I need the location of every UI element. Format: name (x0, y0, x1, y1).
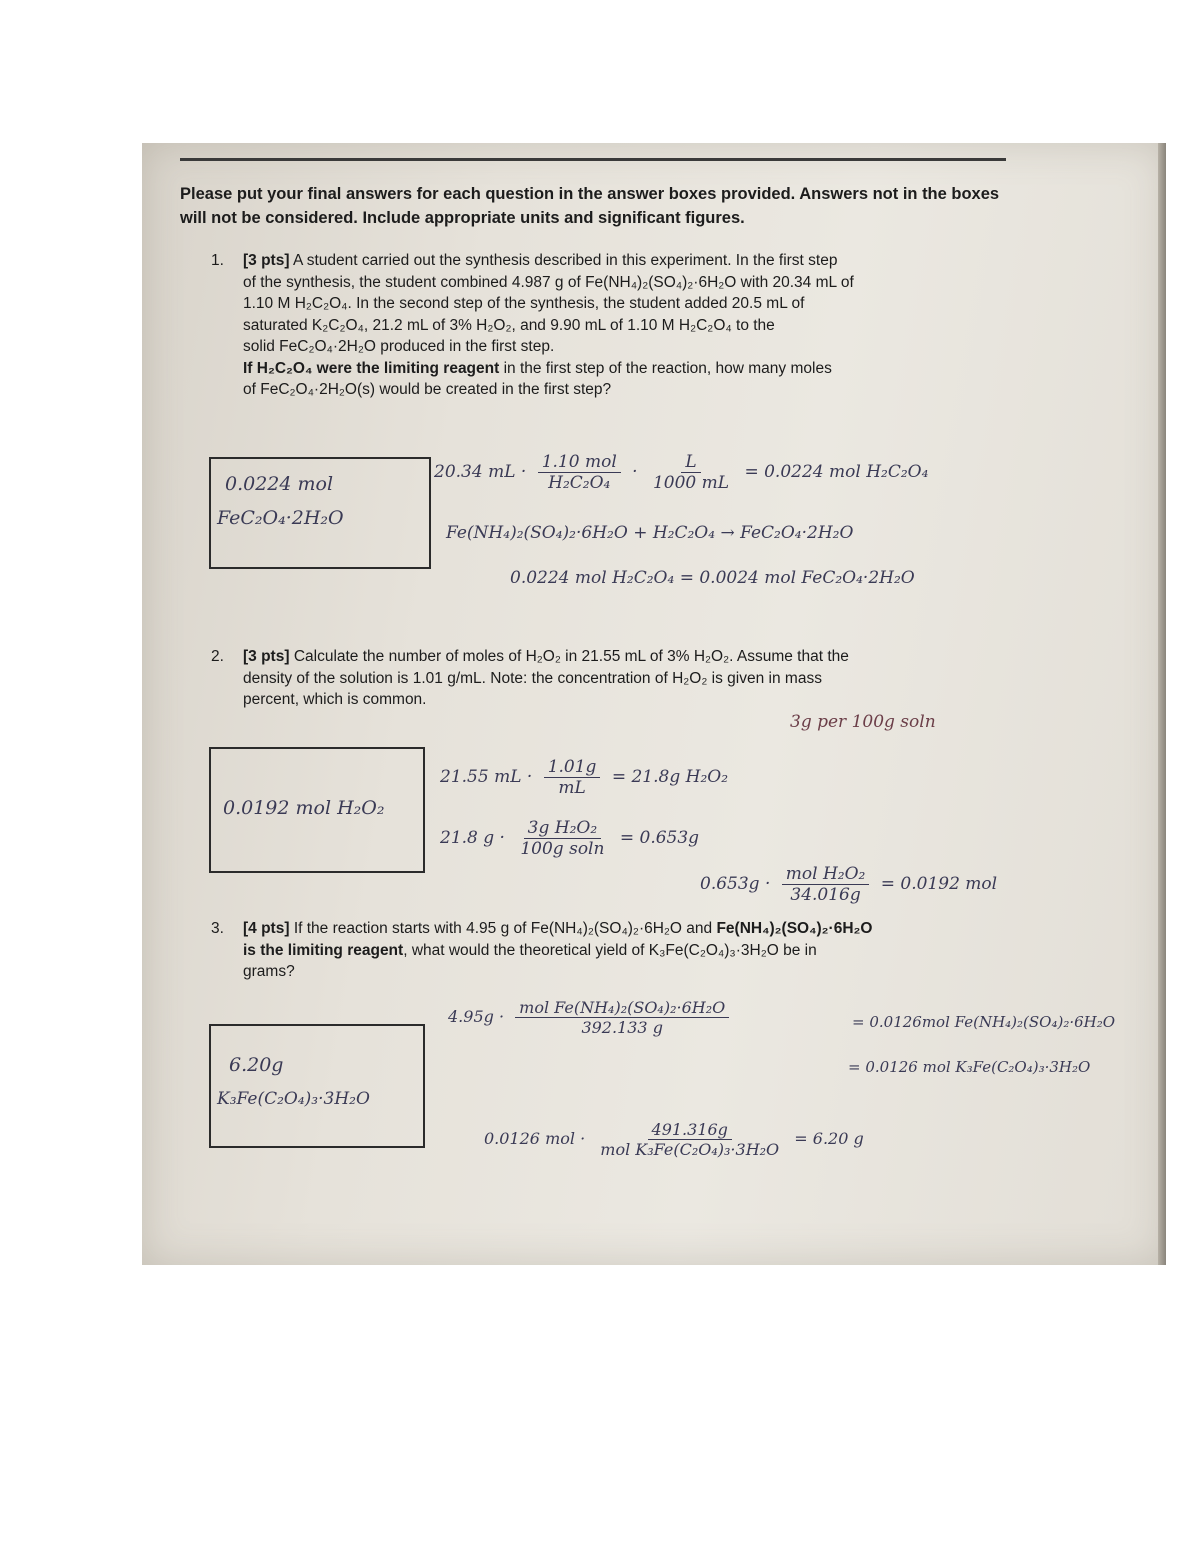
work-1-den-a: H₂C₂O₄ (548, 473, 611, 493)
question-1-line-4: saturated K₂C₂O₄, 21.2 mL of 3% H₂O₂, and 9.90 mL of 1.10 M H₂C₂O₄ to the (243, 316, 775, 334)
work-2-line-2 (440, 818, 699, 859)
work-3-line-3 (484, 1120, 864, 1159)
question-2 (211, 646, 1013, 711)
work-2-result-1: = 21.8g H₂O₂ (611, 767, 729, 787)
question-3-line-2-rest: , what would the theoretical yield of K₃Fe(C₂O₄)₃·3H₂O be in (403, 941, 817, 959)
work-1-start: 20.34 mL · (434, 462, 527, 482)
work-1-num-b: L (681, 452, 700, 473)
question-2-note: 3g per 100g soln (790, 712, 936, 732)
work-3-fraction-1 (515, 998, 729, 1037)
work-1-result: = 0.0224 mol H₂C₂O₄ (744, 462, 929, 482)
question-1-line-5: solid FeC₂O₄·2H₂O produced in the first step. (243, 338, 555, 355)
question-3-line-1b: Fe(NH₄)₂(SO₄)₂·6H₂O (716, 920, 873, 937)
work-2-num-2: 3g H₂O₂ (524, 818, 602, 839)
question-1-line-2: of the synthesis, the student combined 4.987 g of Fe(NH₄)₂(SO₄)₂·6H₂O with 20.34 mL of (243, 273, 854, 291)
work-2-den-2: 100g soln (520, 839, 605, 859)
question-1-number: 1. (211, 252, 224, 269)
question-2-points: [3 pts] (243, 648, 290, 665)
work-1-fraction-b (649, 452, 733, 493)
question-3 (211, 918, 1013, 983)
page-edge (1158, 143, 1166, 1265)
work-1-mid: · (632, 462, 638, 482)
work-3-start-1: 4.95g · (448, 1007, 505, 1026)
work-2-line-3 (700, 864, 997, 905)
work-2-start-2: 21.8 g · (440, 828, 505, 848)
question-1-rest: in the first step of the reaction, how many moles (499, 359, 832, 377)
top-divider (180, 158, 1006, 161)
work-3-line-2: = 0.0126 mol K₃Fe(C₂O₄)₃·3H₂O (848, 1058, 1091, 1076)
question-3-points: [4 pts] (243, 920, 290, 937)
work-1-den-b: 1000 mL (652, 473, 730, 493)
work-2-num-3: mol H₂O₂ (782, 864, 870, 885)
answer-box-3 (209, 1024, 425, 1148)
work-2-result-3: = 0.0192 mol (880, 874, 998, 894)
question-1-bold: If H₂C₂O₄ were the limiting reagent (243, 359, 500, 377)
work-2-num-1: 1.01g (544, 757, 601, 778)
work-2-fraction-1 (544, 757, 601, 798)
question-1-ask: of FeC₂O₄·2H₂O(s) would be created in the first step? (243, 381, 612, 398)
question-1-line-3: 1.10 M H₂C₂O₄. In the second step of the synthesis, the student added 20.5 mL of (243, 295, 805, 312)
question-2-line-3: percent, which is common. (243, 691, 427, 708)
work-2-start-3: 0.653g · (700, 874, 771, 894)
question-1-line-1: A student carried out the synthesis described in this experiment. In the first step (292, 252, 838, 269)
question-3-line-2-bold: is the limiting reagent (243, 941, 404, 959)
answer-2-line-1: 0.0192 mol H₂O₂ (223, 797, 385, 819)
question-2-line-2: density of the solution is 1.01 g/mL. Note: the concentration of H₂O₂ is given in mass (243, 669, 822, 687)
answer-box-1 (209, 457, 431, 569)
work-3-line-1 (448, 998, 735, 1037)
question-2-number: 2. (211, 648, 224, 665)
work-1-line-1 (434, 452, 928, 493)
question-2-line-1: Calculate the number of moles of H₂O₂ in 21.55 mL of 3% H₂O₂. Assume that the (293, 648, 849, 665)
question-3-line-3: grams? (243, 963, 295, 980)
answer-3-line-2: K₃Fe(C₂O₄)₃·3H₂O (217, 1089, 370, 1109)
work-2-den-1: mL (558, 778, 586, 798)
question-1 (211, 250, 1013, 401)
instructions: Please put your final answers for each question in the answer boxes provided. Answers not in the boxes will not be considered. Include appropriate units and significant figures. (180, 185, 1000, 227)
answer-3-line-1: 6.20g (229, 1054, 284, 1076)
question-3-number: 3. (211, 920, 224, 937)
work-3-result-1: = 0.0126mol Fe(NH₄)₂(SO₄)₂·6H₂O (852, 1013, 1116, 1031)
work-3-result-3: = 6.20 g (794, 1129, 864, 1148)
work-2-fraction-2 (516, 818, 608, 859)
question-1-points: [3 pts] (243, 252, 290, 269)
work-3-den-1: 392.133 g (581, 1018, 663, 1037)
work-1-line-2: Fe(NH₄)₂(SO₄)₂·6H₂O + H₂C₂O₄ → FeC₂O₄·2H₂O (446, 523, 854, 543)
work-3-start-3: 0.0126 mol · (484, 1129, 586, 1148)
work-2-line-1 (440, 757, 728, 798)
answer-1-line-1: 0.0224 mol (225, 473, 334, 495)
work-2-den-3: 34.016g (790, 885, 861, 905)
work-3-fraction-3 (596, 1120, 783, 1159)
question-3-line-1a: If the reaction starts with 4.95 g of Fe(NH₄)₂(SO₄)₂·6H₂O and (293, 920, 717, 937)
work-3-num-1: mol Fe(NH₄)₂(SO₄)₂·6H₂O (515, 998, 729, 1018)
work-2-result-2: = 0.653g (619, 828, 700, 848)
work-3-num-3: 491.316g (648, 1120, 732, 1140)
answer-box-2 (209, 747, 425, 873)
work-2-fraction-3 (782, 864, 870, 905)
answer-1-line-2: FeC₂O₄·2H₂O (217, 507, 344, 529)
work-1-fraction-a (538, 452, 621, 493)
work-1-line-3: 0.0224 mol H₂C₂O₄ = 0.0024 mol FeC₂O₄·2H₂O (510, 568, 915, 588)
work-1-num-a: 1.10 mol (538, 452, 621, 473)
work-3-den-3: mol K₃Fe(C₂O₄)₃·3H₂O (600, 1140, 780, 1159)
work-2-start-1: 21.55 mL · (440, 767, 533, 787)
